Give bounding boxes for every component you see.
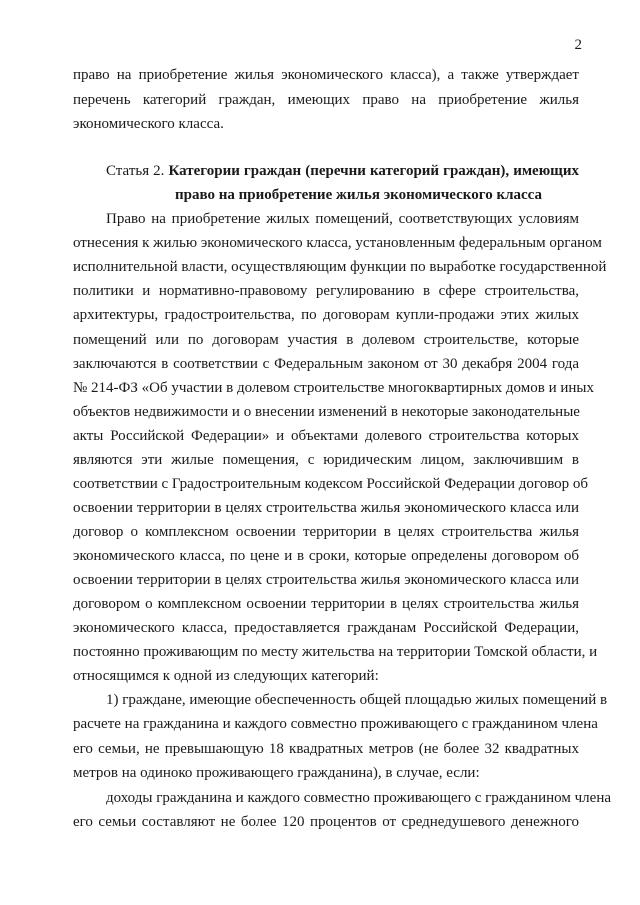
list-item-line: расчете на гражданина и каждого совместно проживающего с гражданином члена (73, 716, 598, 732)
text-line: относящимся к одной из следующих категорий: (73, 668, 379, 684)
article-prefix: Статья 2. (106, 163, 165, 179)
text-line: политики и нормативно-правовому регулированию в сфере строительства, (73, 283, 579, 299)
text-line: являются эти жилые помещения, с юридическим лицом, заключившим в (73, 452, 579, 468)
list-item-line: его семьи, не превышающую 18 квадратных метров (не более 32 квадратных (73, 741, 579, 757)
text-line: освоении территории в целях строительства жилья экономического класса или (73, 500, 579, 516)
text-line: освоении территории в целях строительства жилья экономического класса или (73, 572, 579, 588)
text-line: перечень категорий граждан, имеющих право на приобретение жилья (73, 92, 579, 108)
list-item-line: метров на одиноко проживающего гражданина), в случае, если: (73, 765, 480, 781)
article-heading-continuation (175, 185, 579, 205)
text-line: постоянно проживающим по месту жительства на территории Томской области, и (73, 644, 598, 660)
article-title-line-1: Категории граждан (перечни категорий граждан), имеющих (168, 163, 579, 179)
text-line: акты Российской Федерации» и объектами долевого строительства которых (73, 428, 579, 444)
text-line: Право на приобретение жилых помещений, соответствующих условиям (106, 211, 579, 227)
text-line: соответствии с Градостроительным кодексом Российской Федерации договор об (73, 476, 589, 492)
text-line: его семьи составляют не более 120 процентов от среднедушевого денежного (73, 814, 579, 830)
article-heading (106, 161, 579, 181)
text-line: заключаются в соответствии с Федеральным законом от 30 декабря 2004 года (73, 356, 579, 372)
text-line: экономического класса, по цене и в сроки, которые определены договором об (73, 548, 579, 564)
article-title-line-2: право на приобретение жилья экономического класса (175, 187, 542, 203)
text-line: исполнительной власти, осуществляющим функции по выработке государственной (73, 259, 607, 275)
text-line: объектов недвижимости и о внесении изменений в некоторые законодательные (73, 404, 580, 420)
text-line: помещений или по договорам участия в долевом строительстве, которые (73, 332, 579, 348)
text-line: № 214-ФЗ «Об участии в долевом строительстве многоквартирных домов и иных (73, 380, 594, 396)
text-line: отнесения к жилью экономического класса, установленным федеральным органом (73, 235, 602, 251)
text-line: право на приобретение жилья экономического класса), а также утверждает (73, 67, 579, 83)
list-item-line: 1) граждане, имеющие обеспеченность общей площадью жилых помещений в (106, 692, 608, 708)
text-line: доходы гражданина и каждого совместно проживающего с гражданином члена (106, 790, 611, 806)
page-number: 2 (574, 37, 582, 53)
text-line: договором о комплексном освоении территории в целях строительства жилья (73, 596, 579, 612)
text-line: экономического класса, предоставляется гражданам Российской Федерации, (73, 620, 579, 636)
text-line: экономического класса. (73, 116, 224, 132)
text-line: договор о комплексном освоении территории в целях строительства жилья (73, 524, 579, 540)
text-line: архитектуры, градостроительства, по договорам купли-продажи этих жилых (73, 307, 579, 323)
